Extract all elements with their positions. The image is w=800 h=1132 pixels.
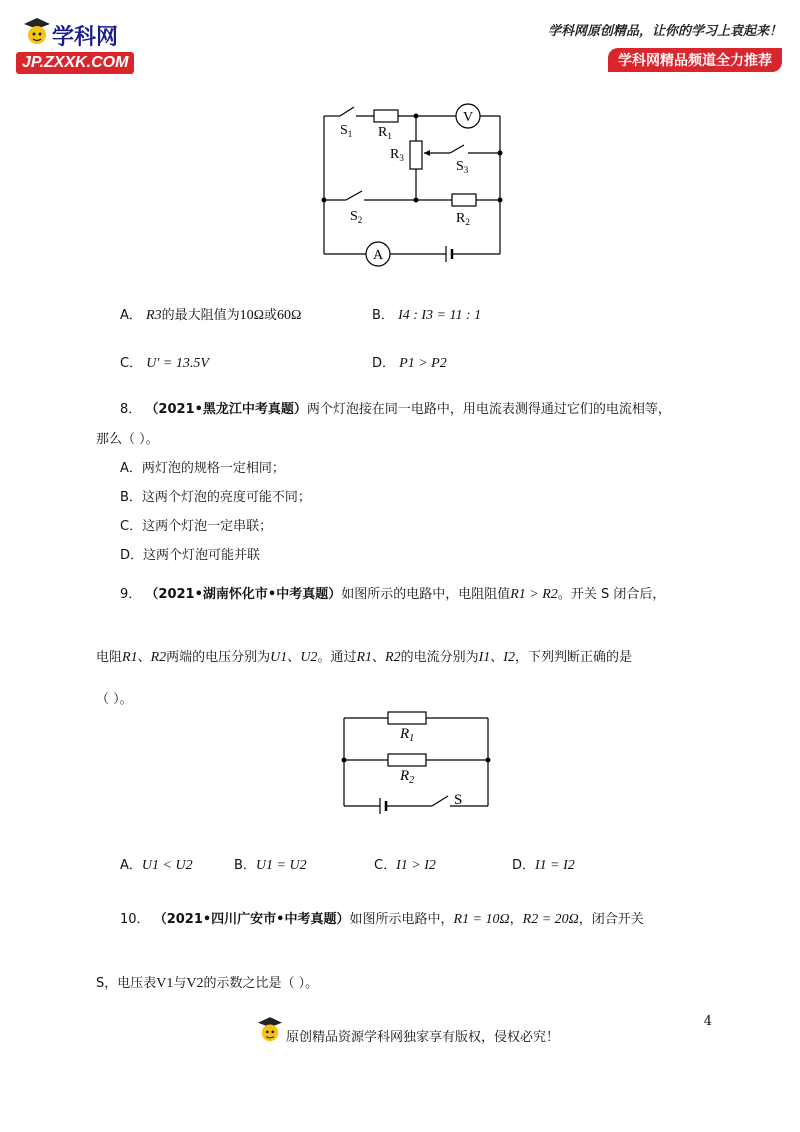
label-r1: $R_1$	[378, 125, 392, 141]
header-banner: 学科网精品频道全力推荐	[608, 48, 782, 72]
q8-option-d[interactable]: D．这两个灯泡可能并联	[120, 548, 261, 563]
label-r2: $R_2$	[456, 211, 470, 227]
q9-option-b[interactable]: B．U1 = U2	[234, 858, 307, 873]
mascot-icon	[24, 18, 50, 48]
q10-source: （2021•四川广安市•中考真题）	[153, 912, 350, 927]
logo-name: 学科网	[52, 25, 119, 50]
page-number: 4	[703, 1014, 712, 1029]
q8-option-b[interactable]: B．这两个灯泡的亮度可能不同；	[120, 490, 311, 505]
q8-stem-line1: 8． （2021•黑龙江中考真题）两个灯泡接在同一电路中，用电流表测得通过它们的电流相等，	[120, 402, 671, 417]
label-s2: $S_2$	[350, 209, 363, 225]
q9-source: （2021•湖南怀化市•中考真题）	[145, 587, 342, 602]
header-logo[interactable]	[14, 14, 164, 74]
q8-stem-line2: 那么（ ）。	[96, 432, 159, 447]
label-r1: $R_1$	[400, 726, 415, 744]
label-s: S	[454, 792, 463, 808]
q9-option-c[interactable]: C．I1 > I2	[374, 858, 436, 873]
q7-option-c[interactable]: C． U′ = 13.5V	[120, 356, 209, 371]
q9-stem-line3: （ ）。	[96, 692, 133, 707]
footer-copyright: 原创精品资源学科网独家享有版权，侵权必究！	[286, 1030, 560, 1045]
q10-stem-line1: 10． （2021•四川广安市•中考真题）如图所示电路中，R1 = 10Ω，R2 = 20Ω，闭合开关	[120, 912, 644, 927]
label-v: V	[463, 110, 474, 125]
label-r3: $R_3$	[390, 147, 404, 163]
q7-option-b[interactable]: B． I4 : I3 = 11 : 1	[372, 308, 482, 323]
label-s3: $S_3$	[456, 159, 469, 175]
q8-option-a[interactable]: A．两灯泡的规格一定相同；	[120, 461, 285, 476]
q9-stem-line1: 9． （2021•湖南怀化市•中考真题）如图所示的电路中，电阻阻值R1 > R2。开关 S 闭合后，	[120, 587, 666, 602]
header-slogan: 学科网原创精品，让你的学习上袁起来！	[547, 24, 782, 39]
q9-stem-line2: 电阻R1、R2两端的电压分别为U1、U2。通过R1、R2的电流分别为I1、I2，下列判断正确的是	[96, 650, 632, 665]
q7-option-a[interactable]: A． R3的最大阻值为10Ω或60Ω	[120, 308, 302, 323]
q10-stem-line2: S，电压表V1与V2的示数之比是（ ）。	[96, 976, 319, 991]
q9-option-a[interactable]: A．U1 < U2	[120, 858, 193, 873]
q8-option-c[interactable]: C．这两个灯泡一定串联；	[120, 519, 273, 534]
label-s1: $S_1$	[340, 123, 353, 139]
circuit-diagram-1	[318, 96, 508, 268]
q7-option-d[interactable]: D． P1 > P2	[372, 356, 447, 371]
logo-url[interactable]: JP.ZXXK.COM	[16, 52, 134, 74]
math-r3: R3	[146, 308, 162, 323]
label-a: A	[373, 248, 384, 263]
circuit-diagram-2	[336, 706, 496, 818]
label-r2: $R_2$	[400, 768, 415, 786]
q8-source: （2021•黑龙江中考真题）	[145, 402, 307, 417]
q9-option-d[interactable]: D．I1 = I2	[512, 858, 575, 873]
footer-mascot-icon	[258, 1016, 282, 1046]
